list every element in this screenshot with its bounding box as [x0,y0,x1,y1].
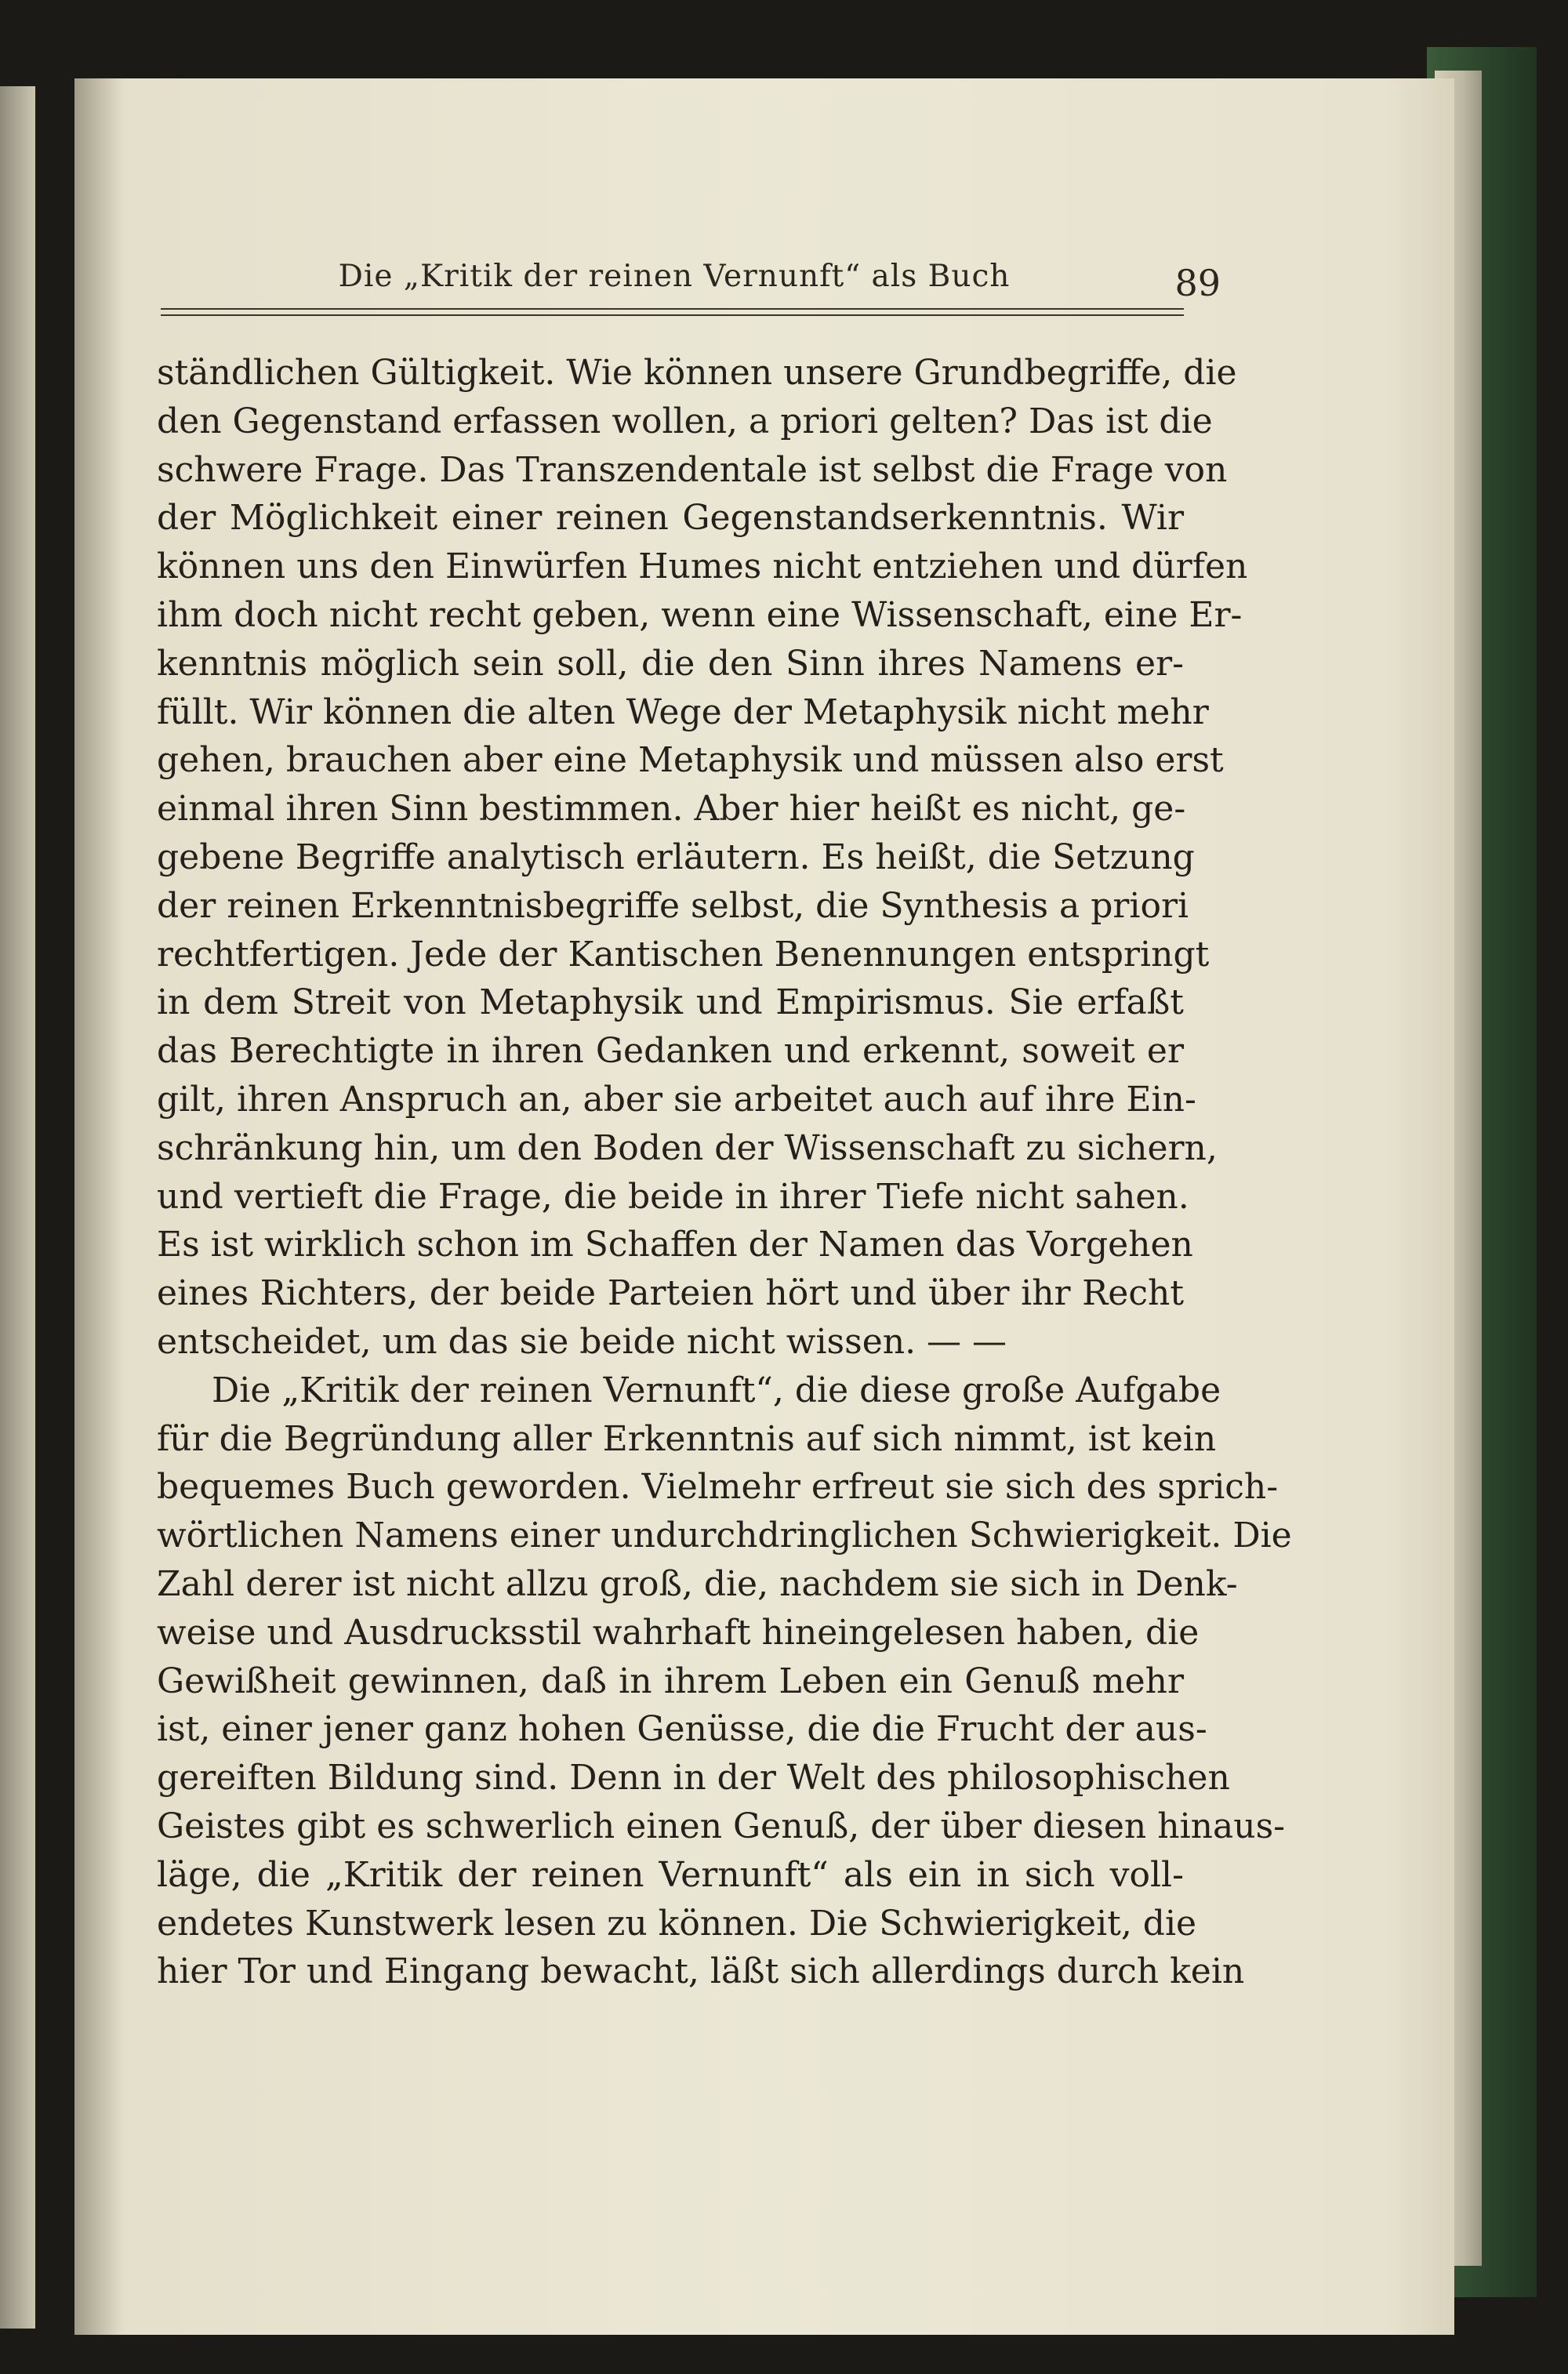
text-line: Geistes gibt es schwerlich einen Genuß, der über diesen hinaus- [157,1806,1286,1846]
text-line: für die Begründung aller Erkenntnis auf sich nimmt, ist kein [157,1418,1217,1459]
text-line: gereiften Bildung sind. Denn in der Welt des philosophischen [157,1758,1230,1799]
text-line: ist, einer jener ganz hohen Genüsse, die die Frucht der aus- [157,1709,1207,1750]
text-line: und vertieft die Frage, die beide in ihrer Tiefe nicht sahen. [157,1176,1189,1217]
text-line: wörtlichen Namens einer undurchdringlichen Schwierigkeit. Die [157,1516,1292,1556]
text-line: ihm doch nicht recht geben, wenn eine Wissenschaft, eine Er- [157,594,1243,635]
text-line: gilt, ihren Anspruch an, aber sie arbeitet auch auf ihre Ein- [157,1079,1196,1120]
body-text [157,349,1292,1996]
text-line: eines Richters, der beide Parteien hört und über ihr Recht [157,1273,1184,1314]
text-line: schwere Frage. Das Transzendentale ist selbst die Frage von [157,449,1228,490]
text-line: gebene Begriffe analytisch erläutern. Es heißt, die Setzung [157,837,1195,877]
text-line: den Gegenstand erfassen wollen, a priori gelten? Das ist die [157,401,1213,441]
text-line: Zahl derer ist nicht allzu groß, die, nachdem sie sich in Denk- [157,1563,1238,1604]
paragraph-start-line: Die „Kritik der reinen Vernunft“, die diese große Aufgabe [212,1370,1221,1410]
text-line: füllt. Wir können die alten Wege der Metaphysik nicht mehr [157,692,1209,732]
text-line: der Möglichkeit einer reinen Gegenstandserkenntnis. Wir [157,498,1184,539]
text-line: schränkung hin, um den Boden der Wissenschaft zu sichern, [157,1127,1218,1168]
text-line: läge, die „Kritik der reinen Vernunft“ als ein in sich voll- [157,1854,1184,1895]
text-line: rechtfertigen. Jede der Kantischen Benennungen entspringt [157,934,1210,975]
text-line: das Berechtigte in ihren Gedanken und erkennt, soweit er [157,1031,1184,1072]
text-line: hier Tor und Eingang bewacht, läßt sich allerdings durch kein [157,1951,1245,1992]
text-line: können uns den Einwürfen Humes nicht entziehen und dürfen [157,546,1248,587]
header-rule [161,308,1184,310]
text-line: einmal ihren Sinn bestimmen. Aber hier heißt es nicht, ge- [157,789,1186,829]
text-line: endetes Kunstwerk lesen zu können. Die Schwierigkeit, die [157,1903,1197,1944]
text-line: Gewißheit gewinnen, daß in ihrem Leben ein Genuß mehr [157,1661,1184,1701]
gutter-shadow [74,78,122,2335]
previous-page-edge [0,86,35,2329]
paragraph-end-line: entscheidet, um das sie beide nicht wissen. — — [157,1321,1007,1362]
text-line: der reinen Erkenntnisbegriffe selbst, die Synthesis a priori [157,885,1189,926]
header-rule [161,314,1184,316]
text-line: Es ist wirklich schon im Schaffen der Namen das Vorgehen [157,1225,1193,1265]
text-line: kenntnis möglich sein soll, die den Sinn ihres Namens er- [157,643,1184,684]
page-number: 89 [1174,262,1221,304]
text-line: weise und Ausdrucksstil wahrhaft hineingelesen haben, die [157,1612,1200,1653]
text-line: bequemes Buch geworden. Vielmehr erfreut sie sich des sprich- [157,1467,1279,1508]
running-head: Die „Kritik der reinen Vernunft“ als Buch [338,259,1011,294]
text-line: ständlichen Gültigkeit. Wie können unsere Grundbegriffe, die [157,353,1237,393]
text-line: gehen, brauchen aber eine Metaphysik und müssen also erst [157,740,1224,781]
text-line: in dem Streit von Metaphysik und Empirismus. Sie erfaßt [157,982,1184,1023]
